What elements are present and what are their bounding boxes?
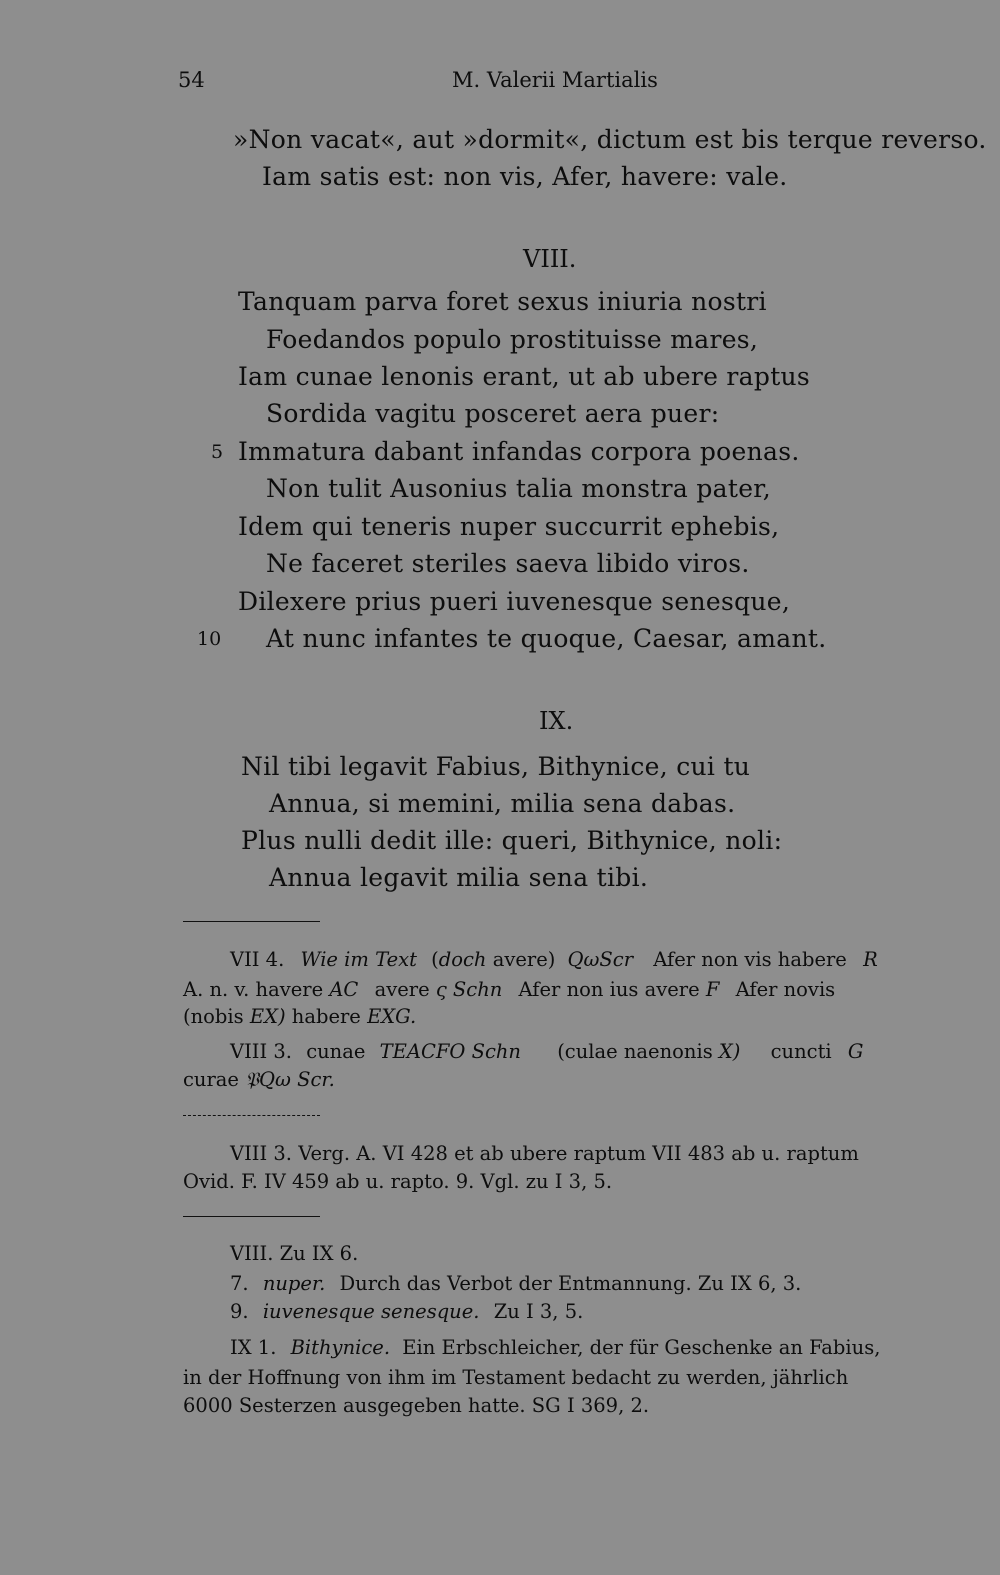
poem-heading: IX.	[539, 707, 574, 735]
apparatus-text: Afer non ius avere	[518, 978, 700, 1001]
commentary-text: Zu I 3, 5.	[493, 1300, 584, 1323]
apparatus-text: (doch avere)	[431, 948, 556, 971]
apparatus-text: cunae	[306, 1040, 366, 1063]
apparatus-text: Afer non vis habere	[653, 948, 847, 971]
verse-line: Iam satis est: non vis, Afer, havere: vale.	[262, 162, 788, 191]
verse-line: Iam cunae lenonis erant, ut ab ubere raptus	[238, 362, 811, 391]
apparatus-line	[183, 1005, 416, 1028]
manuscript-sigla: X)	[718, 1040, 741, 1063]
verse-line: Annua legavit milia sena tibi.	[269, 863, 649, 892]
apparatus-ref: VIII 3.	[230, 1040, 292, 1063]
verse-line: »Non vacat«, aut »dormit«, dictum est bis terque reverso.	[233, 125, 987, 154]
running-title: M. Valerii Martialis	[452, 68, 658, 92]
manuscript-sigla: 𝔓Qω Scr.	[245, 1068, 335, 1091]
commentary-line	[230, 1272, 801, 1295]
verse-line: Foedandos populo prostituisse mares,	[266, 325, 759, 354]
apparatus-text: habere	[291, 1005, 361, 1028]
apparatus-line	[183, 1068, 335, 1091]
manuscript-sigla: R	[863, 948, 878, 971]
parallels-line: Ovid. F. IV 459 ab u. rapto. 9. Vgl. zu I 3, 5.	[183, 1170, 613, 1193]
manuscript-sigla: EXG.	[367, 1005, 417, 1028]
verse-line: Non tulit Ausonius talia monstra pater,	[266, 474, 772, 503]
parallels-line: VIII 3. Verg. A. VI 428 et ab ubere raptum VII 483 ab u. raptum	[230, 1142, 859, 1165]
apparatus-line	[230, 948, 878, 971]
apparatus-line	[183, 978, 835, 1001]
manuscript-sigla: G	[847, 1040, 864, 1063]
commentary-lemma: Bithynice.	[290, 1336, 391, 1359]
apparatus-text: (nobis	[183, 1005, 244, 1028]
apparatus-line	[230, 1040, 863, 1063]
commentary-ref: 9.	[230, 1300, 249, 1323]
apparatus-text: A. n. v. havere	[183, 978, 324, 1001]
apparatus-ref: VII 4.	[230, 948, 285, 971]
apparatus-text: Afer novis	[735, 978, 836, 1001]
section-rule	[183, 921, 320, 922]
manuscript-sigla: AC	[329, 978, 359, 1001]
verse-line: Ne faceret steriles saeva libido viros.	[266, 549, 750, 578]
verse-line: Immatura dabant infandas corpora poenas.	[238, 437, 800, 466]
apparatus-text: avere	[374, 978, 430, 1001]
manuscript-sigla: TEACFO Schn	[379, 1040, 521, 1063]
apparatus-text: curae	[183, 1068, 239, 1091]
apparatus-note: Wie im Text	[300, 948, 417, 971]
apparatus-text: cuncti	[770, 1040, 832, 1063]
poem-heading: VIII.	[523, 245, 577, 273]
commentary-line	[230, 1300, 583, 1323]
line-number: 10	[197, 628, 222, 650]
commentary-line	[230, 1336, 880, 1359]
commentary-text: Durch das Verbot der Entmannung. Zu IX 6, 3.	[339, 1272, 802, 1295]
commentary-lemma: iuvenesque senesque.	[262, 1300, 480, 1323]
verse-line: Tanquam parva foret sexus iniuria nostri	[238, 287, 767, 316]
verse-line: At nunc infantes te quoque, Caesar, amant.	[266, 624, 827, 653]
commentary-ref: 7.	[230, 1272, 249, 1295]
commentary-ref: IX 1.	[230, 1336, 277, 1359]
section-rule	[183, 1216, 320, 1217]
verse-line: Nil tibi legavit Fabius, Bithynice, cui tu	[241, 752, 751, 781]
commentary-line: 6000 Sesterzen ausgegeben hatte. SG I 369, 2.	[183, 1394, 650, 1417]
commentary-lemma: nuper.	[262, 1272, 326, 1295]
manuscript-sigla: QωScr	[567, 948, 634, 971]
line-number: 5	[211, 441, 224, 463]
commentary-text: Ein Erbschleicher, der für Geschenke an Fabius,	[402, 1336, 881, 1359]
verse-line: Dilexere prius pueri iuvenesque senesque,	[238, 587, 791, 616]
commentary-line: VIII. Zu IX 6.	[230, 1242, 359, 1265]
apparatus-text: (culae naenonis	[557, 1040, 713, 1063]
verse-line: Plus nulli dedit ille: queri, Bithynice, noli:	[241, 826, 783, 855]
verse-line: Sordida vagitu posceret aera puer:	[266, 399, 720, 428]
section-rule	[183, 1115, 320, 1116]
manuscript-sigla: EX)	[249, 1005, 286, 1028]
manuscript-sigla: F	[705, 978, 720, 1001]
manuscript-sigla: ς Schn	[435, 978, 503, 1001]
commentary-line: in der Hoffnung von ihm im Testament bedacht zu werden, jährlich	[183, 1366, 849, 1389]
verse-line: Annua, si memini, milia sena dabas.	[269, 789, 736, 818]
verse-line: Idem qui teneris nuper succurrit ephebis,	[238, 512, 780, 541]
page-number: 54	[178, 68, 205, 92]
